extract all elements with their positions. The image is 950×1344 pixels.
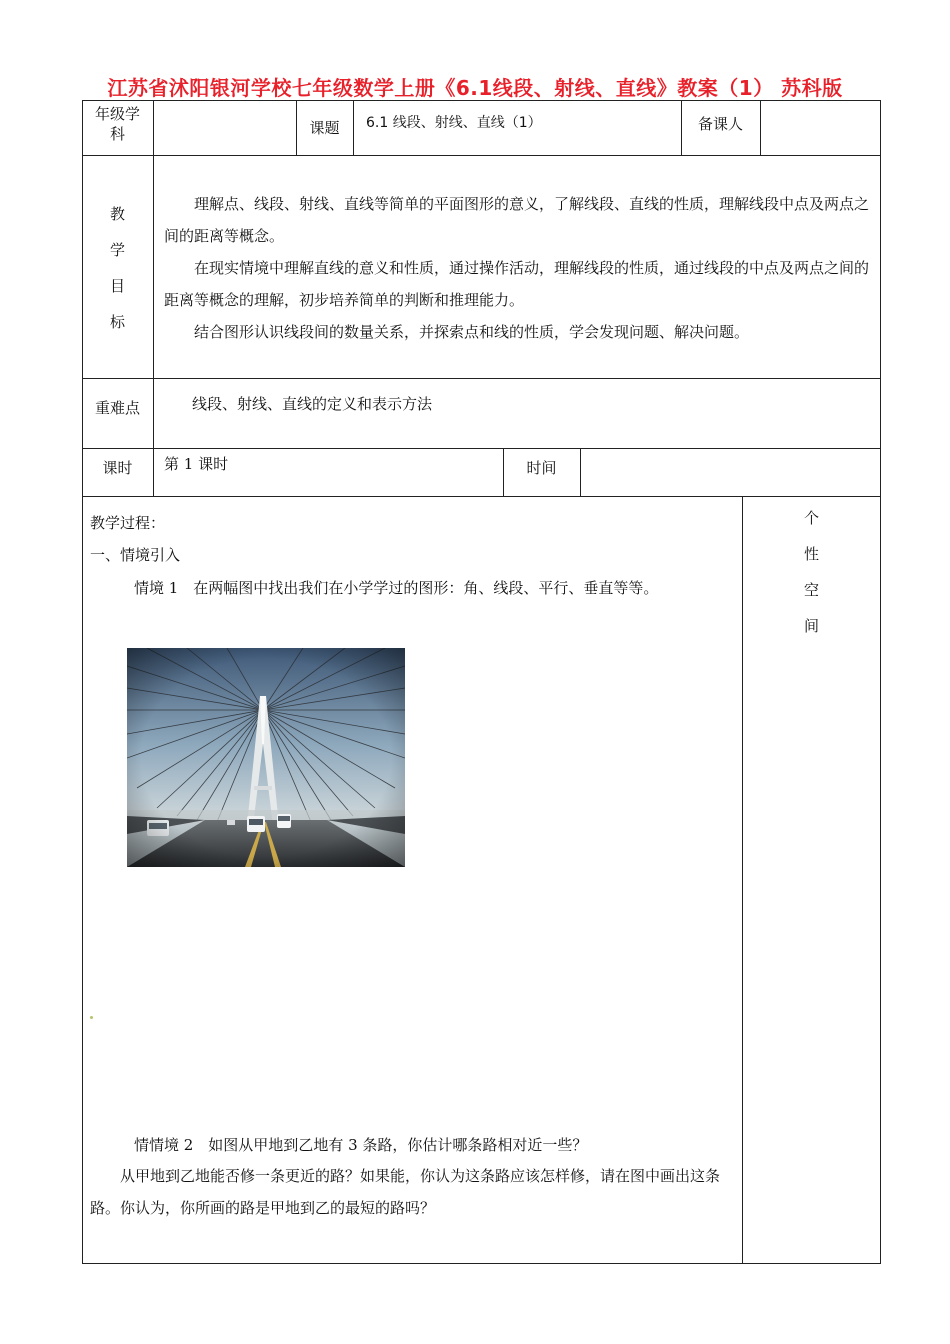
goals-paragraph-3: 结合图形认识线段间的数量关系，并探索点和线的性质，学会发现问题、解决问题。	[194, 323, 750, 341]
row-divider	[82, 496, 881, 497]
row-divider	[82, 448, 881, 449]
row-divider	[82, 378, 881, 379]
goals-label: 教 学 目 标	[109, 205, 125, 331]
period-label: 课时	[102, 459, 133, 477]
teacher-label: 备课人	[697, 115, 743, 133]
col-divider	[580, 448, 581, 496]
personal-space-label: 个 性 空 间	[803, 509, 819, 635]
section-intro-heading: 一、情境引入	[90, 546, 181, 564]
process-heading: 教学过程：	[90, 514, 166, 532]
goals-paragraph-2: 在现实情境中理解直线的意义和性质，通过操作活动，理解线段的性质，通过线段的中点及两点之间的距离等概念的理解，初步培养简单的判断和推理能力。	[164, 259, 870, 309]
col-divider	[153, 100, 154, 155]
row-divider	[82, 155, 881, 156]
col-divider	[760, 100, 761, 155]
scene-1-text: 情境 1 在两幅图中找出我们在小学学过的图形：角、线段、平行、垂直等等。	[134, 579, 659, 597]
col-divider	[353, 100, 354, 155]
scene-2-question: 情情境 2 如图从甲地到乙地有 3 条路，你估计哪条路相对近一些？	[134, 1136, 588, 1154]
time-label: 时间	[526, 459, 557, 477]
topic-value: 6.1 线段、射线、直线（1）	[366, 115, 542, 131]
document-title: 江苏省沭阳银河学校七年级数学上册《6.1线段、射线、直线》教案（1） 苏科版	[107, 76, 843, 100]
topic-label: 课题	[309, 119, 340, 137]
bridge-photo	[127, 648, 405, 867]
col-divider	[153, 155, 154, 496]
stray-mark	[90, 1016, 93, 1019]
key-points-label: 重难点	[94, 399, 140, 417]
goals-paragraph-1: 理解点、线段、射线、直线等简单的平面图形的意义，了解线段、直线的性质，理解线段中点及两点之间的距离等概念。	[164, 195, 870, 245]
scene-2-paragraph: 从甲地到乙地能否修一条更近的路？如果能，你认为这条路应该怎样修，请在图中画出这条路。你认为，你所画的路是甲地到乙的最短的路吗？	[90, 1167, 721, 1217]
period-value: 第 1 课时	[164, 455, 229, 473]
key-points-text: 线段、射线、直线的定义和表示方法	[192, 395, 433, 413]
grade-subject-label: 年级学 科	[94, 105, 140, 144]
